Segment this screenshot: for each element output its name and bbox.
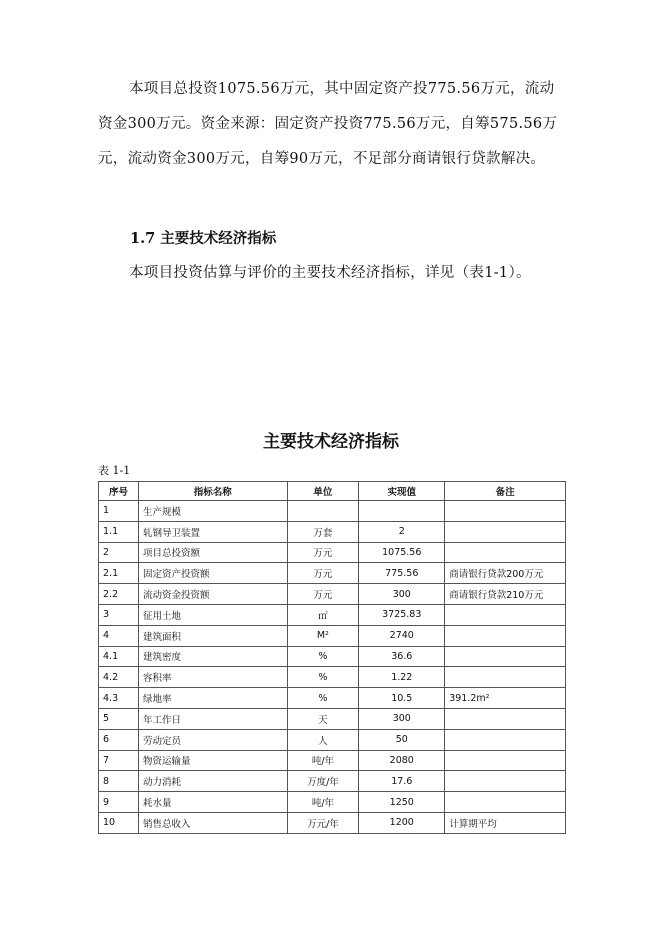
cell-note: 391.2m² <box>445 688 566 709</box>
cell-note <box>445 708 566 729</box>
cell-seq: 4 <box>99 625 139 646</box>
paragraph-indicators: 本项目投资估算与评价的主要技术经济指标，详见（表1-1）。 <box>129 265 531 281</box>
cell-value: 50 <box>359 729 445 750</box>
cell-unit: 万元 <box>287 563 359 584</box>
cell-unit: % <box>287 646 359 667</box>
cell-unit: ㎡ <box>287 604 359 625</box>
table-row <box>99 542 566 563</box>
cell-value: 36.6 <box>359 646 445 667</box>
cell-unit: 万元/年 <box>287 812 359 833</box>
cell-unit: 万元 <box>287 542 359 563</box>
cell-unit: 万元 <box>287 584 359 605</box>
cell-seq: 4.1 <box>99 646 139 667</box>
cell-name: 建筑密度 <box>138 646 287 667</box>
cell-seq: 2 <box>99 542 139 563</box>
cell-seq: 2.1 <box>99 563 139 584</box>
cell-name: 绿地率 <box>138 688 287 709</box>
table-row <box>99 771 566 792</box>
cell-unit: 人 <box>287 729 359 750</box>
cell-value: 2740 <box>359 625 445 646</box>
table-label: 表 1-1 <box>98 464 131 477</box>
cell-seq: 8 <box>99 771 139 792</box>
cell-seq: 2.2 <box>99 584 139 605</box>
cell-note: 计算期平均 <box>445 812 566 833</box>
cell-note <box>445 729 566 750</box>
table-row <box>99 584 566 605</box>
cell-value: 17.6 <box>359 771 445 792</box>
cell-value: 300 <box>359 708 445 729</box>
cell-seq: 9 <box>99 792 139 813</box>
table-row <box>99 792 566 813</box>
cell-note <box>445 792 566 813</box>
table-row <box>99 750 566 771</box>
section-heading: 1.7 主要技术经济指标 <box>130 230 277 247</box>
cell-name: 建筑面积 <box>138 625 287 646</box>
paragraph-investment: 本项目总投资1075.56万元，其中固定资产投775.56万元，流动资金300万元。资金来源：固定资产投资775.56万元，自筹575.56万元，流动资金300万元，自筹90万元，不足部分商请银行贷款解决。 <box>98 81 558 167</box>
cell-name: 物资运输量 <box>138 750 287 771</box>
cell-name: 动力消耗 <box>138 771 287 792</box>
table-title: 主要技术经济指标 <box>263 432 399 452</box>
cell-note <box>445 750 566 771</box>
cell-name: 劳动定员 <box>138 729 287 750</box>
cell-name: 征用土地 <box>138 604 287 625</box>
cell-value: 1200 <box>359 812 445 833</box>
cell-seq: 7 <box>99 750 139 771</box>
cell-value: 1250 <box>359 792 445 813</box>
cell-unit: 万套 <box>287 521 359 542</box>
cell-unit: 吨/年 <box>287 792 359 813</box>
cell-seq: 10 <box>99 812 139 833</box>
table-row <box>99 708 566 729</box>
cell-value: 1.22 <box>359 667 445 688</box>
table-row <box>99 812 566 833</box>
cell-value: 1075.56 <box>359 542 445 563</box>
cell-note <box>445 625 566 646</box>
table-row <box>99 667 566 688</box>
cell-seq: 5 <box>99 708 139 729</box>
cell-note <box>445 604 566 625</box>
table-row <box>99 688 566 709</box>
cell-note <box>445 542 566 563</box>
table-row <box>99 521 566 542</box>
cell-unit <box>287 501 359 522</box>
cell-value: 775.56 <box>359 563 445 584</box>
table-row <box>99 501 566 522</box>
cell-name: 固定资产投资额 <box>138 563 287 584</box>
cell-value <box>359 501 445 522</box>
cell-unit: 天 <box>287 708 359 729</box>
table-row <box>99 604 566 625</box>
cell-note <box>445 501 566 522</box>
cell-seq: 1 <box>99 501 139 522</box>
cell-name: 项目总投资额 <box>138 542 287 563</box>
header-unit: 单位 <box>287 482 359 501</box>
header-name: 指标名称 <box>138 482 287 501</box>
cell-value: 2080 <box>359 750 445 771</box>
cell-note <box>445 771 566 792</box>
cell-seq: 3 <box>99 604 139 625</box>
table-row <box>99 563 566 584</box>
cell-seq: 1.1 <box>99 521 139 542</box>
cell-seq: 4.3 <box>99 688 139 709</box>
header-value: 实现值 <box>359 482 445 501</box>
table-row <box>99 625 566 646</box>
cell-note <box>445 646 566 667</box>
cell-value: 300 <box>359 584 445 605</box>
indicators-table <box>98 481 566 834</box>
cell-unit: % <box>287 688 359 709</box>
cell-note <box>445 667 566 688</box>
cell-unit: % <box>287 667 359 688</box>
cell-name: 销售总收入 <box>138 812 287 833</box>
cell-name: 容积率 <box>138 667 287 688</box>
cell-name: 轧钢导卫装置 <box>138 521 287 542</box>
table-row <box>99 729 566 750</box>
cell-seq: 6 <box>99 729 139 750</box>
cell-note <box>445 521 566 542</box>
cell-name: 年工作日 <box>138 708 287 729</box>
cell-value: 10.5 <box>359 688 445 709</box>
cell-unit: 吨/年 <box>287 750 359 771</box>
cell-note: 商请银行贷款200万元 <box>445 563 566 584</box>
cell-value: 2 <box>359 521 445 542</box>
cell-unit: 万度/年 <box>287 771 359 792</box>
header-note: 备注 <box>445 482 566 501</box>
cell-name: 流动资金投资额 <box>138 584 287 605</box>
header-seq: 序号 <box>99 482 139 501</box>
table-row <box>99 646 566 667</box>
cell-unit: M² <box>287 625 359 646</box>
cell-value: 3725.83 <box>359 604 445 625</box>
cell-seq: 4.2 <box>99 667 139 688</box>
cell-name: 生产规模 <box>138 501 287 522</box>
cell-name: 耗水量 <box>138 792 287 813</box>
cell-note: 商请银行贷款210万元 <box>445 584 566 605</box>
table-header-row <box>99 482 566 501</box>
